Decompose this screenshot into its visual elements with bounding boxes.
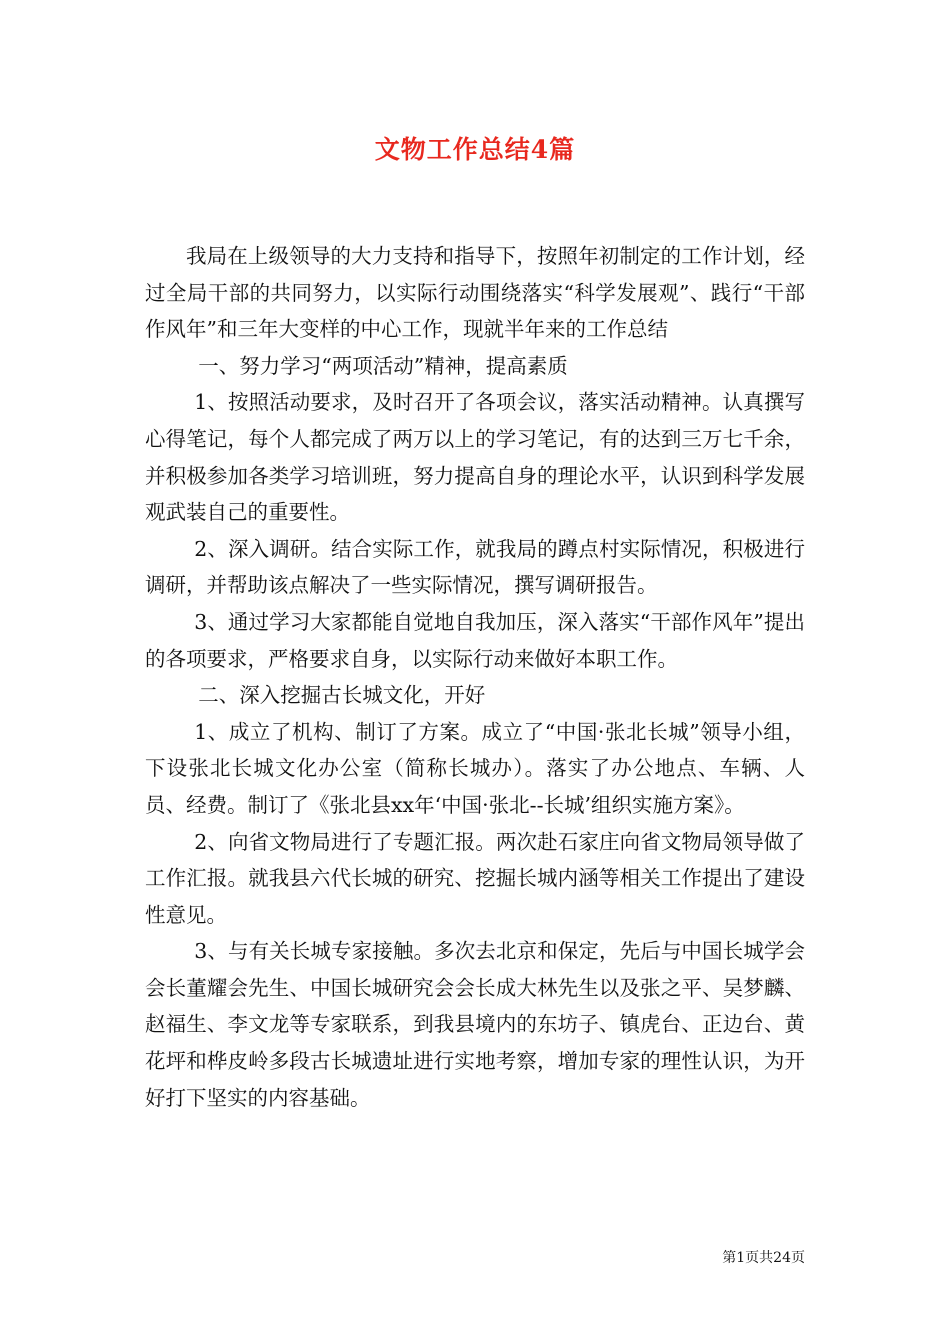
document-body — [145, 238, 805, 1116]
section-heading-2: 二、深入挖掘古长城文化，开好 — [198, 683, 486, 708]
list-item-paragraph: 2、向省文物局进行了专题汇报。两次赴石家庄向省文物局领导做了工作汇报。就我县六代长城的研究、挖掘长城内涵等相关工作提出了建设性意见。 — [145, 829, 805, 927]
page-number: 第1页共24页 — [722, 1250, 805, 1266]
list-item-paragraph: 1、成立了机构、制订了方案。成立了“中国·张北长城”领导小组，下设张北长城文化办公室（简称长城办）。落实了办公地点、车辆、人员、经费。制订了《张北县xx年‘中国·张北--长城’组织实施方案》。 — [145, 719, 805, 817]
intro-paragraph: 我局在上级领导的大力支持和指导下，按照年初制定的工作计划，经过全局干部的共同努力，以实际行动围绕落实“科学发展观”、践行“干部作风年”和三年大变样的中心工作，现就半年来的工作总结 — [145, 244, 805, 342]
list-item-paragraph: 3、通过学习大家都能自觉地自我加压，深入落实“干部作风年”提出的各项要求，严格要求自身，以实际行动来做好本职工作。 — [145, 609, 805, 671]
document-title: 文物工作总结4篇 — [374, 135, 576, 164]
section-heading-1: 一、努力学习“两项活动”精神，提高素质 — [198, 353, 568, 378]
list-item-paragraph: 3、与有关长城专家接触。多次去北京和保定，先后与中国长城学会会长董耀会先生、中国长城研究会会长成大林先生以及张之平、吴梦麟、赵福生、李文龙等专家联系，到我县境内的东坊子、镇虎台、正边台、黄花坪和桦皮岭多段古长城遗址进行实地考察，增加专家的理性认识，为开好打下坚实的内容基础。 — [145, 939, 805, 1110]
list-item-paragraph: 2、深入调研。结合实际工作，就我局的蹲点村实际情况，积极进行调研，并帮助该点解决了一些实际情况，撰写调研报告。 — [145, 536, 805, 598]
list-item-paragraph: 1、按照活动要求，及时召开了各项会议，落实活动精神。认真撰写心得笔记，每个人都完成了两万以上的学习笔记，有的达到三万七千余，并积极参加各类学习培训班，努力提高自身的理论水平，认识到科学发展观武装自己的重要性。 — [145, 390, 805, 525]
